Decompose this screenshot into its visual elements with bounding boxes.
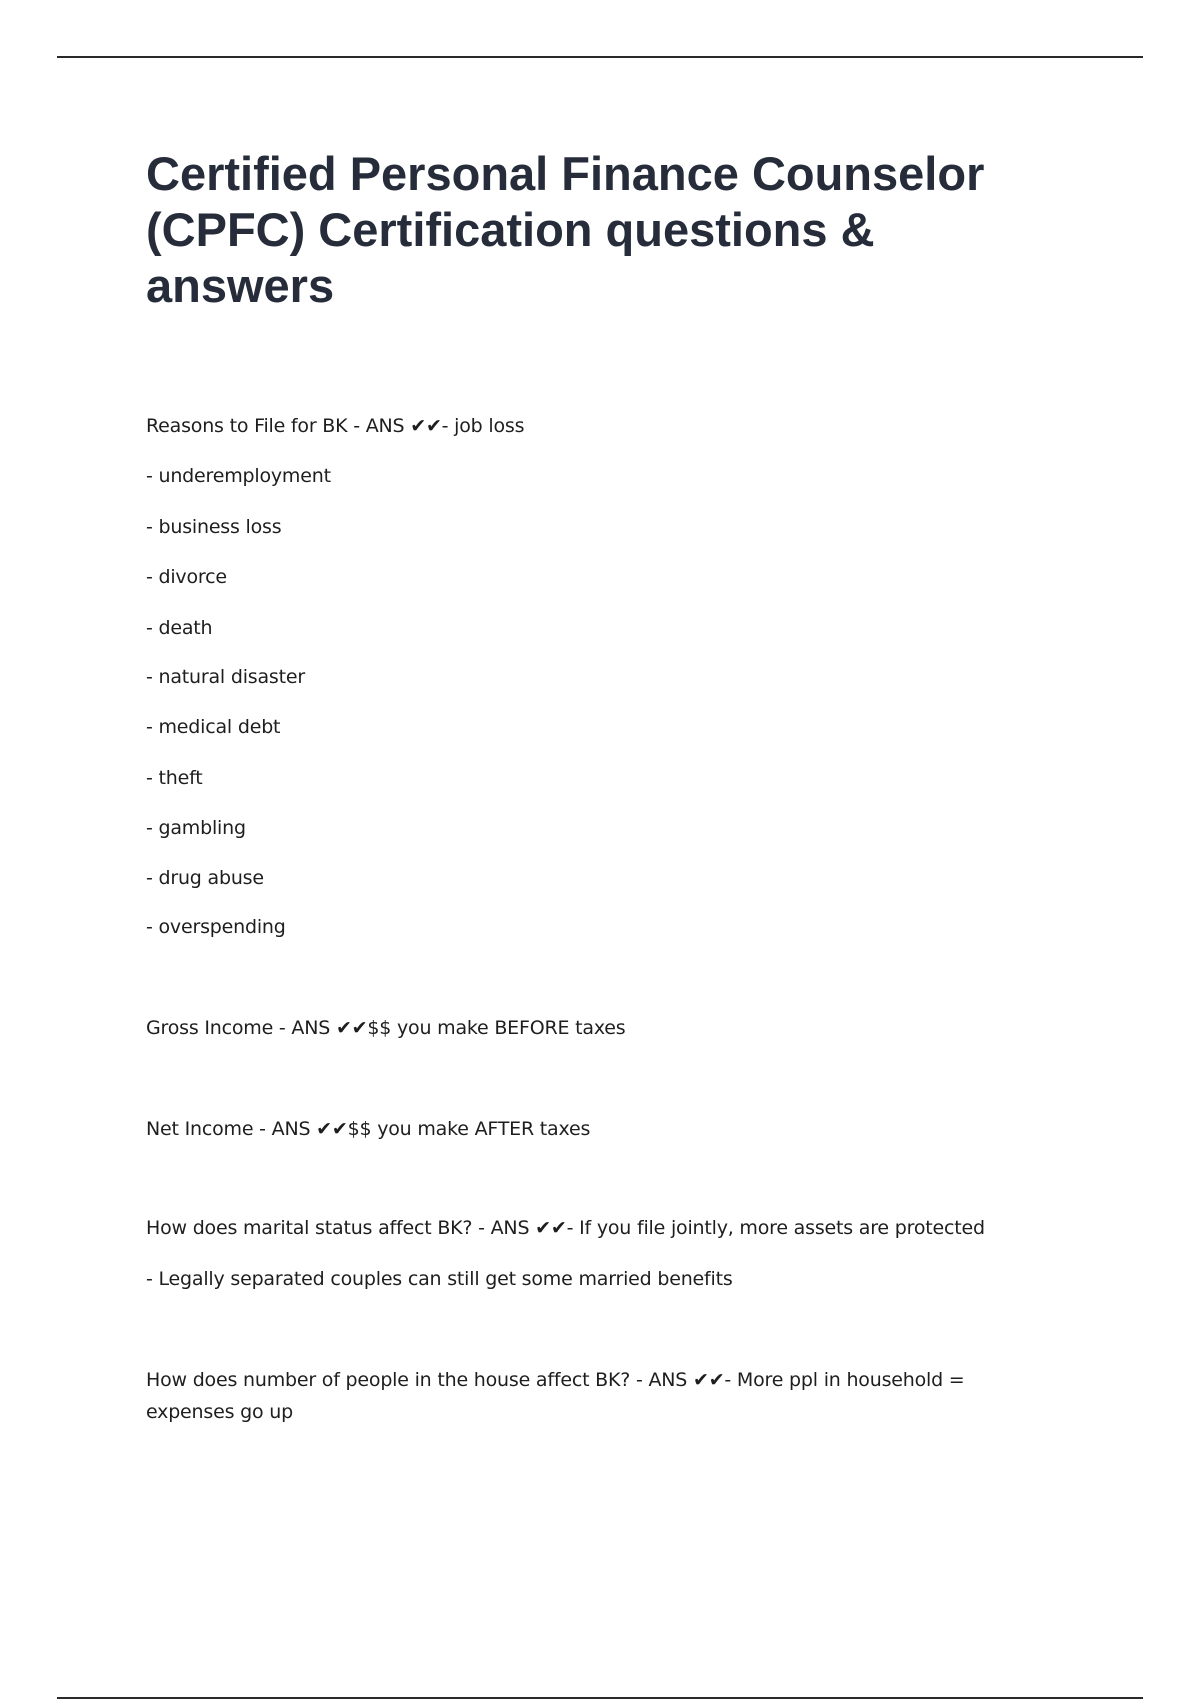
qa-line-marital-status: How does marital status affect BK? - ANS ✔✔- If you file jointly, more assets are protected bbox=[146, 1217, 985, 1239]
qa-line-legally-separated: - Legally separated couples can still get some married benefits bbox=[146, 1268, 733, 1290]
qa-line-overspending: - overspending bbox=[146, 916, 286, 938]
qa-line-drug-abuse: - drug abuse bbox=[146, 867, 264, 889]
qa-line-business-loss: - business loss bbox=[146, 516, 282, 538]
qa-line-theft: - theft bbox=[146, 767, 203, 789]
qa-line-underemployment: - underemployment bbox=[146, 465, 331, 487]
qa-line-natural-disaster: - natural disaster bbox=[146, 666, 305, 688]
qa-line-medical-debt: - medical debt bbox=[146, 716, 281, 738]
qa-line-bk-reasons: Reasons to File for BK - ANS ✔✔- job loss bbox=[146, 415, 525, 437]
qa-line-household-size: How does number of people in the house affect BK? - ANS ✔✔- More ppl in household = expenses go up bbox=[146, 1369, 965, 1423]
qa-line-gambling: - gambling bbox=[146, 817, 246, 839]
document-title: Certified Personal Finance Counselor (CPFC) Certification questions & answers bbox=[146, 147, 985, 312]
top-rule bbox=[57, 56, 1143, 58]
qa-line-gross-income: Gross Income - ANS ✔✔$$ you make BEFORE taxes bbox=[146, 1017, 626, 1039]
qa-line-net-income: Net Income - ANS ✔✔$$ you make AFTER taxes bbox=[146, 1118, 591, 1140]
qa-line-death: - death bbox=[146, 617, 213, 639]
bottom-rule bbox=[57, 1697, 1143, 1699]
qa-line-divorce: - divorce bbox=[146, 566, 227, 588]
